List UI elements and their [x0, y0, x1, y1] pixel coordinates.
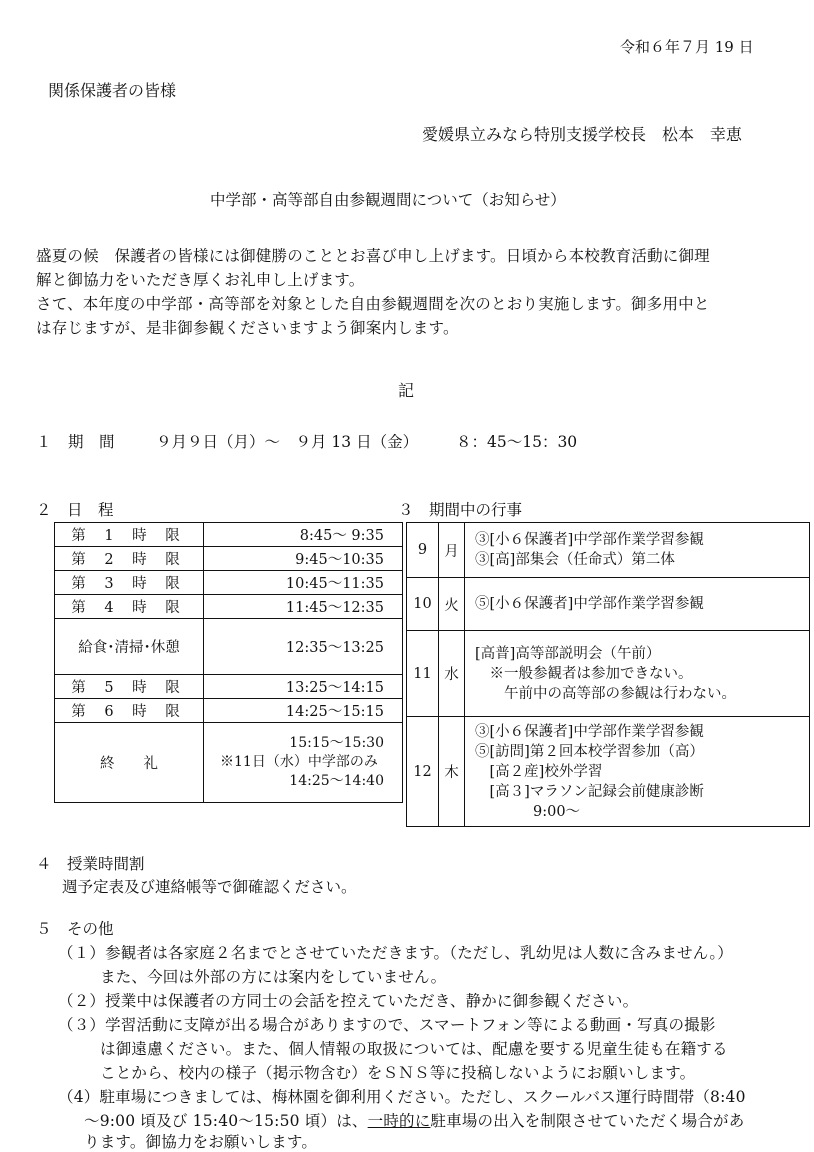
period-time: ８：45～15：30	[456, 433, 578, 451]
event-item: ③[高]部集会（任命式）第二体	[475, 552, 675, 568]
note4-line2	[84, 1109, 744, 1131]
time-cell: 14:25～15:15	[204, 699, 403, 723]
period-dates: ９月９日（月）～ ９月 13 日（金）	[156, 433, 419, 451]
document-title: 中学部・高等部自由参観週間について（お知らせ）	[210, 191, 566, 209]
period-cell: 第 3 時 限	[55, 571, 204, 595]
table-row	[55, 723, 403, 803]
note3-line2: は御遠慮ください。また、個人情報の取扱については、配慮を要する児童生徒も在籍する	[100, 1040, 728, 1058]
table-row	[407, 523, 810, 578]
event-item: ③[小６保護者]中学部作業学習参観	[475, 532, 704, 548]
event-item: ⑤[小６保護者]中学部作業学習参観	[475, 596, 704, 612]
events-heading: ３ 期間中の行事	[398, 501, 523, 519]
time-cell: 10:45～11:35	[204, 571, 403, 595]
note3-line1: （３）学習活動に支障が出る場合がありますので、スマートフォン等による動画・写真の撮影	[58, 1016, 716, 1034]
table-row	[55, 595, 403, 619]
time-cell: 11:45～12:35	[204, 595, 403, 619]
event-weekday: 水	[439, 631, 465, 717]
table-row	[55, 523, 403, 547]
event-item: [高３]マラソン記録会前健康診断	[475, 783, 704, 800]
intro-p1-line1: 盛夏の候 保護者の皆様には御健勝のこととお喜び申し上げます。日頃から本校教育活動に御理	[36, 247, 710, 265]
event-item: [高普]高等部説明会（午前）	[475, 645, 661, 662]
note3-line3: ことから、校内の様子（掲示物含む）をＳＮＳ等に投稿しないようにお願いします。	[100, 1064, 696, 1082]
event-weekday: 月	[439, 523, 465, 578]
intro-p2-line1: さて、本年度の中学部・高等部を対象とした自由参観週間を次のとおり実施します。御多用中と	[36, 295, 710, 313]
intro-p2-line2: は存じますが、是非御参観くださいますよう御案内します。	[36, 319, 459, 337]
event-content	[465, 717, 810, 827]
period-label: 期 間	[68, 433, 115, 451]
event-item: [高２産]校外学習	[475, 763, 603, 780]
events-table	[406, 522, 810, 827]
schedule-table	[54, 522, 403, 803]
section4-body: 週予定表及び連絡帳等で御確認ください。	[62, 878, 357, 896]
note4-underlined: 一時的に	[367, 1112, 431, 1130]
period-cell: 給食･清掃･休憩	[55, 619, 204, 675]
ki-mark: 記	[398, 381, 415, 400]
closing-time: 15:15～15:30	[289, 735, 384, 751]
event-item: ⑤[訪問]第２回本校学習参加（高）	[475, 743, 704, 760]
table-row	[55, 675, 403, 699]
event-content	[465, 578, 810, 631]
period-cell: 第 2 時 限	[55, 547, 204, 571]
event-weekday: 火	[439, 578, 465, 631]
event-weekday: 木	[439, 717, 465, 827]
schedule-heading: ２ 日 程	[36, 501, 114, 519]
event-content	[465, 631, 810, 717]
note4-line2-b: 駐車場の出入を制限させていただく場合があ	[430, 1112, 745, 1130]
sender: 愛媛県立みなら特別支援学校長 松本 幸恵	[422, 125, 743, 144]
period-cell: 第 1 時 限	[55, 523, 204, 547]
event-item: ③[小６保護者]中学部作業学習参観	[475, 723, 704, 740]
period-number: １	[36, 433, 52, 451]
note2-line1: （２）授業中は保護者の方同士の会話を控えていただき、静かに御参観ください。	[58, 992, 639, 1010]
time-cell: 9:45～10:35	[204, 547, 403, 571]
table-row	[407, 631, 810, 717]
intro-p1-line2: 解と御協力をいただき厚くお礼申し上げます。	[36, 271, 365, 289]
time-cell: 12:35～13:25	[204, 619, 403, 675]
closing-note-time: 14:25～14:40	[289, 773, 384, 789]
table-row	[407, 578, 810, 631]
note4-line1: （4）駐車場につきましては、梅林園を御利用ください。ただし、スクールバス運行時間帯（8:40	[58, 1088, 746, 1106]
period-cell: 第 6 時 限	[55, 699, 204, 723]
table-row	[55, 699, 403, 723]
note1-line1: （１）参観者は各家庭２名までとさせていただきます。（ただし、乳幼児は人数に含みません。）	[58, 944, 733, 962]
event-day: 9	[407, 523, 439, 578]
table-row	[407, 717, 810, 827]
event-day: 12	[407, 717, 439, 827]
time-cell: 8:45～ 9:35	[204, 523, 403, 547]
note4-line3: ります。御協力をお願いします。	[84, 1133, 318, 1151]
event-day: 11	[407, 631, 439, 717]
closing-note: ※11日（水）中学部のみ	[220, 754, 378, 770]
event-item: 午前中の高等部の参観は行わない。	[475, 685, 736, 702]
period-cell: 第 5 時 限	[55, 675, 204, 699]
table-row	[55, 547, 403, 571]
section4-heading: ４ 授業時間割	[36, 855, 145, 873]
note4-line2-a: ～9:00 頃及び 15:40～15:50 頃）は、	[84, 1112, 368, 1130]
event-day: 10	[407, 578, 439, 631]
time-cell: 13:25～14:15	[204, 675, 403, 699]
event-content	[465, 523, 810, 578]
table-row	[55, 571, 403, 595]
section5-heading: ５ その他	[36, 920, 114, 938]
table-row	[55, 619, 403, 675]
document-date: 令和６年７月 19 日	[620, 38, 754, 56]
note1-line2: また、今回は外部の方には案内をしていません。	[100, 968, 447, 986]
closing-time-cell	[204, 723, 403, 803]
period-cell: 終 礼	[55, 723, 204, 803]
period-cell: 第 4 時 限	[55, 595, 204, 619]
recipient: 関係保護者の皆様	[48, 81, 177, 100]
event-item: ※一般参観者は参加できない。	[475, 665, 693, 682]
event-item: 9:00～	[475, 803, 581, 820]
